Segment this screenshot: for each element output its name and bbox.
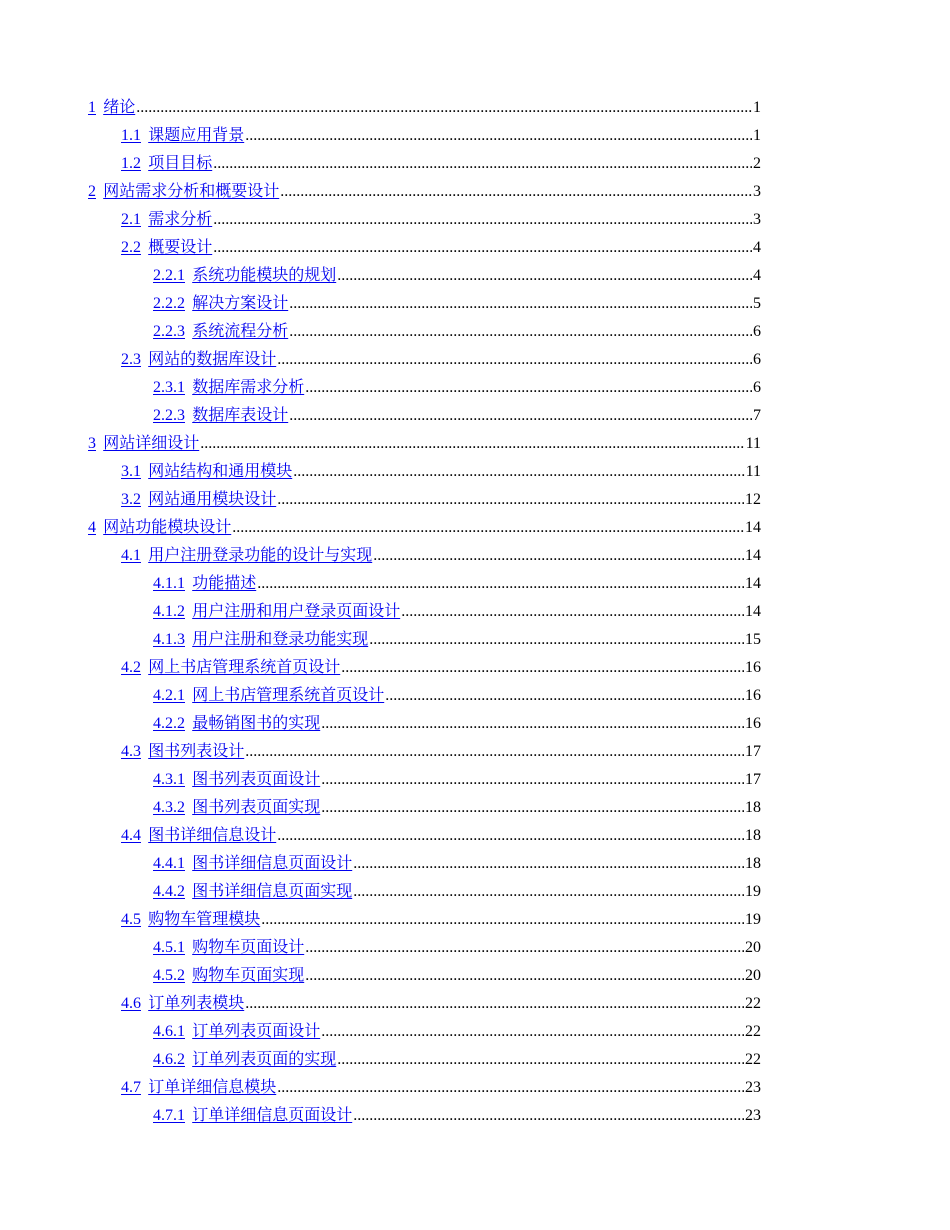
- toc-entry: [88, 90, 761, 118]
- toc-entry-title: 网站详细设计: [103, 435, 200, 452]
- toc-entry-number: 2.2.2: [153, 295, 185, 312]
- toc-page-number: 16: [745, 715, 761, 732]
- toc-entry-number: 4.7.1: [153, 1107, 185, 1124]
- toc-entry-number: 4.3: [121, 743, 141, 760]
- toc-entry-number: 4.5.2: [153, 967, 185, 984]
- toc-entry-title: 图书列表设计: [148, 743, 245, 760]
- toc-entry-link[interactable]: [121, 210, 212, 230]
- toc-entry-number: 1: [88, 99, 96, 116]
- toc-entry-number: 4.3.2: [153, 799, 185, 816]
- toc-entry-number: 4.1.1: [153, 575, 185, 592]
- toc-entry: [88, 734, 761, 762]
- toc-entry: [88, 482, 761, 510]
- toc-dot-leader: [277, 1078, 744, 1098]
- toc-entry: [88, 202, 761, 230]
- toc-page-number: 19: [745, 911, 761, 928]
- toc-page-number: 18: [745, 827, 761, 844]
- toc-entry-number: 4.6: [121, 995, 141, 1012]
- toc-dot-leader: [305, 938, 744, 958]
- toc-page-number: 22: [745, 1023, 761, 1040]
- toc-dot-leader: [245, 742, 744, 762]
- toc-dot-leader: [213, 238, 752, 258]
- toc-page-number: 3: [753, 211, 761, 228]
- toc-entry-number: 4.1.2: [153, 603, 185, 620]
- toc-entry: [88, 258, 761, 286]
- toc-entry: [88, 678, 761, 706]
- toc-entry-number: 1.1: [121, 127, 141, 144]
- toc-page-number: 16: [745, 687, 761, 704]
- toc-dot-leader: [305, 378, 752, 398]
- toc-entry-link[interactable]: [153, 686, 384, 706]
- toc-entry-number: 4.5: [121, 911, 141, 928]
- toc-page-number: 22: [745, 995, 761, 1012]
- toc-dot-leader: [321, 798, 744, 818]
- toc-entry-number: 2.2.3: [153, 323, 185, 340]
- toc-entry: [88, 594, 761, 622]
- toc-entry-title: 购物车管理模块: [148, 911, 261, 928]
- toc-entry-link[interactable]: [88, 518, 231, 538]
- toc-page-number: 17: [745, 743, 761, 760]
- toc-page-number: 18: [745, 855, 761, 872]
- toc-entry-link[interactable]: [88, 182, 279, 202]
- toc-entry-title: 用户注册和用户登录页面设计: [192, 603, 401, 620]
- toc-dot-leader: [293, 462, 744, 482]
- toc-entry-link[interactable]: [153, 630, 368, 650]
- toc-entry: [88, 930, 761, 958]
- toc-page-number: 3: [753, 183, 761, 200]
- toc-entry-link[interactable]: [121, 490, 276, 510]
- toc-dot-leader: [277, 490, 744, 510]
- toc-entry-link[interactable]: [121, 994, 244, 1014]
- toc-dot-leader: [136, 98, 752, 118]
- toc-entry-number: 2.1: [121, 211, 141, 228]
- toc-dot-leader: [289, 406, 752, 426]
- toc-dot-leader: [337, 1050, 744, 1070]
- toc-dot-leader: [277, 350, 752, 370]
- toc-dot-leader: [321, 1022, 744, 1042]
- toc-entry-title: 网站功能模块设计: [103, 519, 232, 536]
- toc-entry-link[interactable]: [153, 322, 288, 342]
- toc-dot-leader: [341, 658, 744, 678]
- toc-entry-link[interactable]: [121, 826, 276, 846]
- toc-entry: [88, 1070, 761, 1098]
- toc-page-number: 15: [745, 631, 761, 648]
- toc-page-number: 2: [753, 155, 761, 172]
- toc-entry: [88, 846, 761, 874]
- toc-entry: [88, 622, 761, 650]
- toc-entry-number: 4.6.2: [153, 1051, 185, 1068]
- toc-entry-link[interactable]: [153, 770, 320, 790]
- toc-page-number: 20: [745, 967, 761, 984]
- toc-page-number: 16: [745, 659, 761, 676]
- toc-entry-link[interactable]: [121, 742, 244, 762]
- toc-entry: [88, 902, 761, 930]
- toc-entry-number: 4.1.3: [153, 631, 185, 648]
- toc-entry-number: 4.4.1: [153, 855, 185, 872]
- toc-entry: [88, 342, 761, 370]
- toc-entry: [88, 370, 761, 398]
- toc-entry-title: 最畅销图书的实现: [192, 715, 321, 732]
- toc-dot-leader: [401, 602, 744, 622]
- toc-page-number: 14: [745, 547, 761, 564]
- toc-entry-link[interactable]: [121, 126, 244, 146]
- toc-entry-number: 2.3.1: [153, 379, 185, 396]
- toc-entry-link[interactable]: [121, 154, 212, 174]
- toc-entry-number: 3.1: [121, 463, 141, 480]
- toc-entry-link[interactable]: [121, 462, 292, 482]
- toc-entry-number: 2.2: [121, 239, 141, 256]
- toc-entry-number: 4.4.2: [153, 883, 185, 900]
- toc-page-number: 5: [753, 295, 761, 312]
- toc-dot-leader: [277, 826, 744, 846]
- toc-entry: [88, 146, 761, 174]
- toc-entry-link[interactable]: [153, 854, 352, 874]
- toc-entry-number: 4.3.1: [153, 771, 185, 788]
- toc-entry-title: 数据库需求分析: [192, 379, 305, 396]
- toc-entry-number: 1.2: [121, 155, 141, 172]
- toc-entry-number: 3.2: [121, 491, 141, 508]
- toc-entry-number: 4: [88, 519, 96, 536]
- toc-entry-title: 绪论: [103, 99, 136, 116]
- toc-entry-title: 订单列表页面的实现: [192, 1051, 337, 1068]
- toc-entry-link[interactable]: [121, 546, 372, 566]
- toc-entry-title: 图书列表页面实现: [192, 799, 321, 816]
- toc-entry-title: 网上书店管理系统首页设计: [192, 687, 385, 704]
- toc-entry: [88, 1098, 761, 1126]
- toc-page-number: 12: [745, 491, 761, 508]
- toc-entry-title: 图书详细信息页面实现: [192, 883, 353, 900]
- toc-dot-leader: [321, 714, 744, 734]
- toc-entry-title: 系统流程分析: [192, 323, 289, 340]
- toc-entry-link[interactable]: [153, 1050, 336, 1070]
- toc-entry-number: 4.2.1: [153, 687, 185, 704]
- toc-entry-number: 3: [88, 435, 96, 452]
- toc-page-number: 1: [753, 99, 761, 116]
- table-of-contents: [88, 90, 761, 1126]
- toc-entry-title: 用户注册和登录功能实现: [192, 631, 369, 648]
- toc-entry-title: 购物车页面设计: [192, 939, 305, 956]
- toc-page-number: 1: [753, 127, 761, 144]
- toc-dot-leader: [257, 574, 744, 594]
- toc-dot-leader: [280, 182, 752, 202]
- toc-dot-leader: [353, 854, 744, 874]
- toc-entry-title: 网站结构和通用模块: [148, 463, 293, 480]
- toc-entry-number: 4.4: [121, 827, 141, 844]
- toc-entry-title: 功能描述: [192, 575, 257, 592]
- toc-dot-leader: [321, 770, 744, 790]
- toc-entry-link[interactable]: [153, 378, 304, 398]
- toc-entry-link[interactable]: [153, 882, 352, 902]
- toc-entry-link[interactable]: [121, 910, 260, 930]
- toc-page-number: 6: [753, 379, 761, 396]
- toc-entry-link[interactable]: [153, 798, 320, 818]
- toc-entry-title: 项目目标: [148, 155, 213, 172]
- toc-entry-title: 购物车页面实现: [192, 967, 305, 984]
- toc-entry-link[interactable]: [153, 574, 256, 594]
- toc-entry-link[interactable]: [121, 658, 340, 678]
- toc-entry: [88, 958, 761, 986]
- toc-entry-link[interactable]: [153, 1106, 352, 1126]
- toc-page-number: 23: [745, 1079, 761, 1096]
- toc-page-number: 19: [745, 883, 761, 900]
- toc-dot-leader: [369, 630, 744, 650]
- toc-entry-link[interactable]: [121, 1078, 276, 1098]
- toc-entry: [88, 538, 761, 566]
- toc-entry-title: 网站需求分析和概要设计: [103, 183, 280, 200]
- toc-entry-title: 概要设计: [148, 239, 213, 256]
- toc-page-number: 4: [753, 239, 761, 256]
- toc-page-number: 11: [745, 435, 761, 452]
- toc-entry-title: 订单列表页面设计: [192, 1023, 321, 1040]
- toc-page-number: 6: [753, 351, 761, 368]
- toc-entry-number: 4.6.1: [153, 1023, 185, 1040]
- toc-entry-title: 课题应用背景: [148, 127, 245, 144]
- toc-entry-title: 网站通用模块设计: [148, 491, 277, 508]
- toc-entry: [88, 286, 761, 314]
- toc-entry-number: 4.1: [121, 547, 141, 564]
- toc-dot-leader: [305, 966, 744, 986]
- toc-dot-leader: [213, 154, 752, 174]
- toc-dot-leader: [213, 210, 752, 230]
- toc-entry-title: 网上书店管理系统首页设计: [148, 659, 341, 676]
- toc-page-number: 14: [745, 603, 761, 620]
- toc-entry-title: 订单详细信息模块: [148, 1079, 277, 1096]
- toc-entry-link[interactable]: [153, 602, 400, 622]
- toc-entry-title: 网站的数据库设计: [148, 351, 277, 368]
- toc-page-number: 6: [753, 323, 761, 340]
- toc-entry: [88, 454, 761, 482]
- toc-entry-title: 数据库表设计: [192, 407, 289, 424]
- toc-dot-leader: [353, 1106, 744, 1126]
- toc-dot-leader: [232, 518, 744, 538]
- toc-entry: [88, 874, 761, 902]
- toc-entry-title: 系统功能模块的规划: [192, 267, 337, 284]
- toc-dot-leader: [245, 994, 744, 1014]
- toc-entry: [88, 174, 761, 202]
- toc-entry-title: 图书详细信息设计: [148, 827, 277, 844]
- toc-entry-number: 4.2.2: [153, 715, 185, 732]
- toc-entry-number: 4.5.1: [153, 939, 185, 956]
- toc-entry: [88, 706, 761, 734]
- toc-page-number: 22: [745, 1051, 761, 1068]
- toc-entry-number: 4.7: [121, 1079, 141, 1096]
- toc-entry-title: 需求分析: [148, 211, 213, 228]
- toc-entry: [88, 762, 761, 790]
- toc-page-number: 7: [753, 407, 761, 424]
- toc-entry-link[interactable]: [153, 406, 288, 426]
- toc-page-number: 23: [745, 1107, 761, 1124]
- toc-entry-title: 用户注册登录功能的设计与实现: [148, 547, 373, 564]
- toc-entry-number: 2.2.1: [153, 267, 185, 284]
- toc-dot-leader: [261, 910, 744, 930]
- toc-entry: [88, 566, 761, 594]
- toc-dot-leader: [385, 686, 744, 706]
- toc-dot-leader: [289, 322, 752, 342]
- toc-page-number: 14: [745, 519, 761, 536]
- toc-page-number: 17: [745, 771, 761, 788]
- toc-entry-link[interactable]: [153, 294, 288, 314]
- toc-entry: [88, 1014, 761, 1042]
- toc-entry: [88, 314, 761, 342]
- toc-entry: [88, 230, 761, 258]
- toc-page-number: 4: [753, 267, 761, 284]
- toc-dot-leader: [200, 434, 744, 454]
- toc-entry-link[interactable]: [88, 98, 135, 118]
- toc-entry: [88, 426, 761, 454]
- toc-entry: [88, 1042, 761, 1070]
- toc-entry: [88, 790, 761, 818]
- toc-entry: [88, 818, 761, 846]
- toc-entry-link[interactable]: [121, 238, 212, 258]
- toc-entry: [88, 118, 761, 146]
- toc-page-number: 11: [745, 463, 761, 480]
- toc-entry-number: 2: [88, 183, 96, 200]
- toc-entry-link[interactable]: [153, 714, 320, 734]
- toc-page-number: 14: [745, 575, 761, 592]
- toc-entry-link[interactable]: [88, 434, 199, 454]
- toc-entry-title: 图书详细信息页面设计: [192, 855, 353, 872]
- toc-dot-leader: [353, 882, 744, 902]
- toc-entry: [88, 650, 761, 678]
- toc-entry-link[interactable]: [153, 266, 336, 286]
- toc-entry: [88, 986, 761, 1014]
- toc-dot-leader: [373, 546, 744, 566]
- toc-entry-link[interactable]: [153, 966, 304, 986]
- toc-entry-link[interactable]: [121, 350, 276, 370]
- toc-entry-link[interactable]: [153, 1022, 320, 1042]
- toc-dot-leader: [337, 266, 752, 286]
- toc-entry-number: 4.2: [121, 659, 141, 676]
- toc-dot-leader: [245, 126, 752, 146]
- toc-dot-leader: [289, 294, 752, 314]
- toc-entry-number: 2.2.3: [153, 407, 185, 424]
- toc-entry: [88, 398, 761, 426]
- toc-entry-number: 2.3: [121, 351, 141, 368]
- toc-entry-title: 图书列表页面设计: [192, 771, 321, 788]
- toc-page-number: 18: [745, 799, 761, 816]
- toc-entry: [88, 510, 761, 538]
- toc-page-number: 20: [745, 939, 761, 956]
- toc-entry-title: 订单列表模块: [148, 995, 245, 1012]
- toc-entry-link[interactable]: [153, 938, 304, 958]
- toc-entry-title: 解决方案设计: [192, 295, 289, 312]
- toc-entry-title: 订单详细信息页面设计: [192, 1107, 353, 1124]
